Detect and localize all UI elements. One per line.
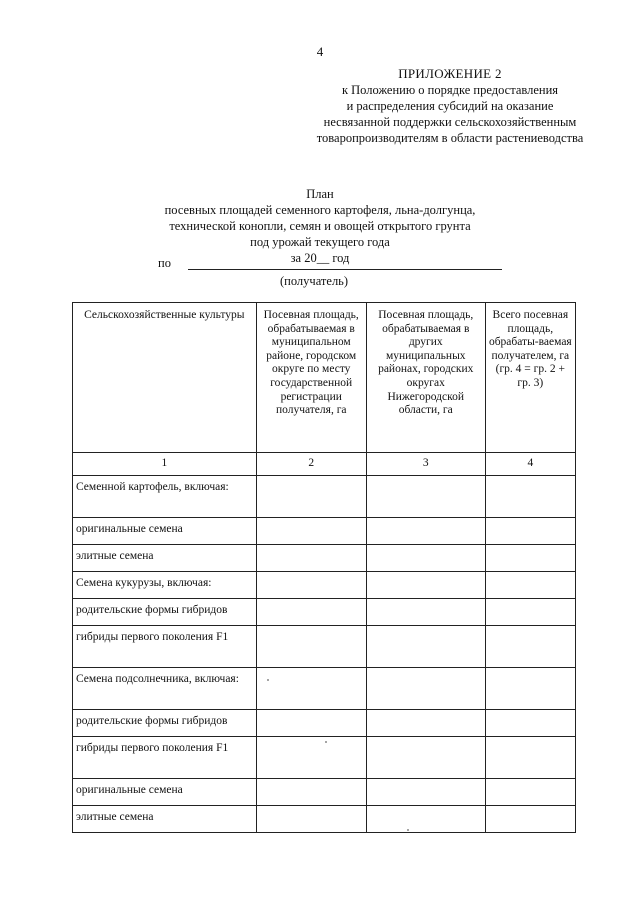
header-cell-own-district: Посевная площадь, обрабатываемая в муниципальном районе, городском округе по месту государственной регистрации получателя, га (256, 303, 366, 453)
input-cell[interactable] (485, 545, 575, 572)
input-cell[interactable] (485, 476, 575, 518)
input-cell[interactable] (366, 626, 485, 668)
input-cell[interactable] (256, 476, 366, 518)
row-label: оригинальные семена (73, 779, 257, 806)
input-cell[interactable] (256, 806, 366, 833)
recipient-caption: (получатель) (280, 274, 349, 288)
row-label: родительские формы гибридов (73, 599, 257, 626)
input-cell[interactable] (485, 668, 575, 710)
table-header-row (73, 303, 576, 453)
input-cell[interactable] (485, 518, 575, 545)
annex-line: несвязанной поддержки сельскохозяйственным (323, 115, 577, 129)
table-row (73, 626, 576, 668)
scan-speck (407, 829, 409, 831)
plan-line: посевных площадей семенного картофеля, льна-долгунца, (164, 203, 476, 217)
input-cell[interactable] (485, 779, 575, 806)
column-number: 2 (256, 453, 366, 476)
header-cell-total: Всего посевная площадь, обрабаты-ваемая получателем, га (гр. 4 = гр. 2 + гр. 3) (485, 303, 575, 453)
recipient-prefix: по (158, 256, 171, 270)
annex-title: ПРИЛОЖЕНИЕ 2 (398, 66, 502, 81)
input-cell[interactable] (256, 779, 366, 806)
column-number: 1 (73, 453, 257, 476)
row-label: Семена подсолнечника, включая: (73, 668, 257, 710)
row-label: оригинальные семена (73, 518, 257, 545)
input-cell[interactable] (256, 545, 366, 572)
input-cell[interactable] (256, 737, 366, 779)
page-number: 4 (316, 44, 324, 59)
input-cell[interactable] (485, 626, 575, 668)
plan-line: технической конопли, семян и овощей открытого грунта (169, 219, 471, 233)
input-cell[interactable] (485, 599, 575, 626)
input-cell[interactable] (366, 599, 485, 626)
input-cell[interactable] (366, 572, 485, 599)
row-label: Семена кукурузы, включая: (73, 572, 257, 599)
annex-line: к Положению о порядке предоставления (341, 83, 559, 97)
input-cell[interactable] (256, 626, 366, 668)
input-cell[interactable] (256, 668, 366, 710)
column-number: 3 (366, 453, 485, 476)
input-cell[interactable] (366, 668, 485, 710)
row-label: гибриды первого поколения F1 (73, 626, 257, 668)
table-row (73, 806, 576, 833)
table-row (73, 518, 576, 545)
recipient-field (158, 256, 518, 274)
annex-line: товаропроизводителям в области растениеводства (316, 131, 584, 145)
table-row (73, 476, 576, 518)
input-cell[interactable] (485, 737, 575, 779)
input-cell[interactable] (485, 806, 575, 833)
plan-year: за 20__ год (290, 251, 350, 265)
input-cell[interactable] (256, 599, 366, 626)
table-row (73, 572, 576, 599)
table-row (73, 599, 576, 626)
scan-speck (267, 679, 269, 681)
table-row (73, 779, 576, 806)
row-label: родительские формы гибридов (73, 710, 257, 737)
plan-heading: План (306, 187, 334, 201)
input-cell[interactable] (256, 518, 366, 545)
input-cell[interactable] (366, 518, 485, 545)
input-cell[interactable] (366, 806, 485, 833)
column-number: 4 (485, 453, 575, 476)
table-row (73, 737, 576, 779)
sown-area-table (72, 302, 576, 833)
row-label: элитные семена (73, 806, 257, 833)
input-cell[interactable] (366, 710, 485, 737)
input-cell[interactable] (366, 737, 485, 779)
annex-line: и распределения субсидий на оказание (346, 99, 554, 113)
column-number-row (73, 453, 576, 476)
input-cell[interactable] (256, 710, 366, 737)
row-label: гибриды первого поколения F1 (73, 737, 257, 779)
annex-header (300, 66, 600, 146)
scan-speck (325, 741, 327, 743)
row-label: элитные семена (73, 545, 257, 572)
plan-title-block (130, 186, 510, 266)
header-cell-crops: Сельскохозяйственные культуры (73, 303, 257, 453)
header-cell-other-districts: Посевная площадь, обрабатываемая в других муниципальных районах, городских округах Нижегородской области, га (366, 303, 485, 453)
table-row (73, 710, 576, 737)
input-cell[interactable] (366, 545, 485, 572)
input-cell[interactable] (366, 779, 485, 806)
table-row (73, 668, 576, 710)
row-label: Семенной картофель, включая: (73, 476, 257, 518)
input-cell[interactable] (366, 476, 485, 518)
input-cell[interactable] (256, 572, 366, 599)
input-cell[interactable] (485, 710, 575, 737)
input-cell[interactable] (485, 572, 575, 599)
recipient-blank-line[interactable] (188, 269, 502, 270)
table-row (73, 545, 576, 572)
plan-line: под урожай текущего года (250, 235, 390, 249)
